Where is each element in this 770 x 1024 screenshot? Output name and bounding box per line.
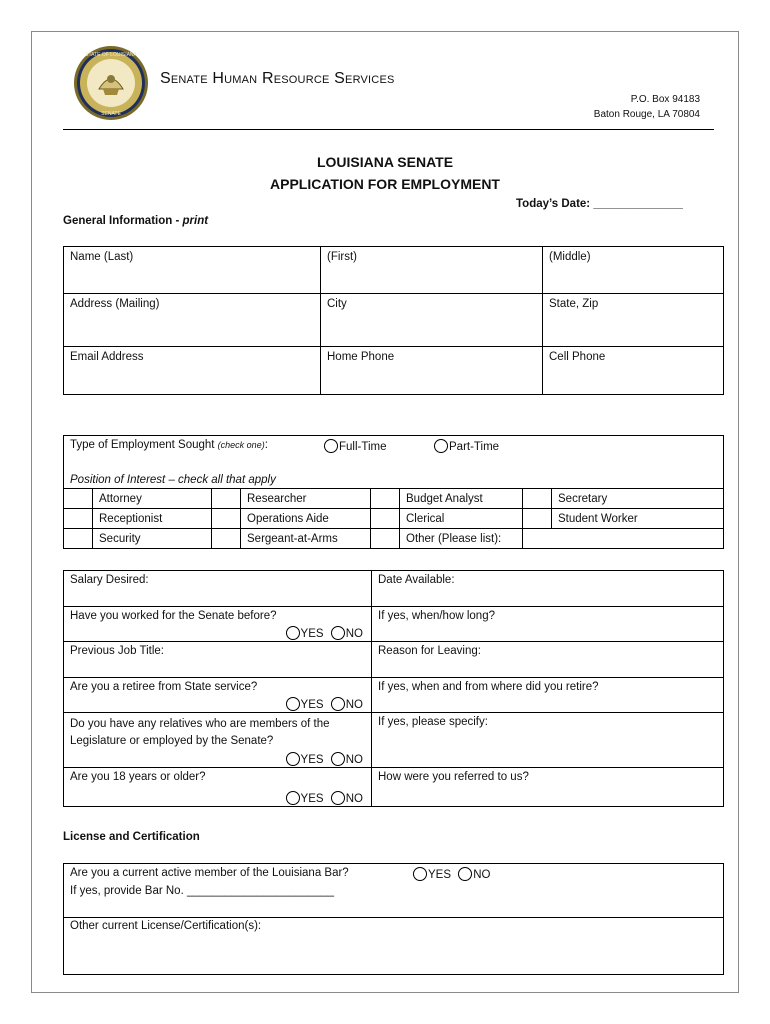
license-box — [63, 863, 724, 975]
bar-member-question: Are you a current active member of the Louisiana Bar? — [70, 867, 349, 879]
employment-type-colon: : — [264, 439, 268, 451]
position-sergeant-at-arms: Sergeant-at-Arms — [241, 529, 371, 549]
address-mailing-field[interactable]: Address (Mailing) — [64, 294, 321, 347]
retiree-yes-radio-icon[interactable] — [286, 697, 300, 711]
clerical-checkbox[interactable] — [371, 509, 400, 529]
title-line-1: LOUISIANA SENATE — [316, 154, 454, 170]
worked-senate-when-field[interactable]: If yes, when/how long? — [372, 607, 724, 642]
attorney-checkbox[interactable] — [64, 489, 93, 509]
no-label: NO — [345, 699, 363, 711]
retiree-question — [64, 678, 372, 713]
worked-senate-yes-radio-icon[interactable] — [286, 626, 300, 640]
position-attorney: Attorney — [93, 489, 212, 509]
yes-label: YES — [300, 628, 324, 640]
position-other: Other (Please list): — [400, 529, 523, 549]
no-label: NO — [345, 628, 363, 640]
employment-type-text: Type of Employment Sought — [70, 439, 218, 451]
name-middle-field[interactable]: (Middle) — [543, 247, 724, 294]
secretary-checkbox[interactable] — [523, 489, 552, 509]
position-clerical: Clerical — [400, 509, 523, 529]
general-info-heading-note: print — [182, 215, 209, 227]
bar-no-radio-icon[interactable] — [458, 867, 472, 881]
agency-name: Senate Human Resource Services — [160, 70, 395, 87]
employment-type-label — [70, 439, 268, 451]
worked-senate-text: Have you worked for the Senate before? — [70, 610, 277, 622]
age-text: Are you 18 years or older? — [70, 771, 206, 783]
age-no-radio-icon[interactable] — [331, 791, 345, 805]
position-security: Security — [93, 529, 212, 549]
position-researcher: Researcher — [241, 489, 371, 509]
cell-phone-field[interactable]: Cell Phone — [543, 347, 724, 395]
position-secretary: Secretary — [552, 489, 724, 509]
email-field[interactable]: Email Address — [64, 347, 321, 395]
home-phone-field[interactable]: Home Phone — [321, 347, 543, 395]
relatives-text: Do you have any relatives who are members of the Legislature or employed by the Senate? — [70, 718, 330, 747]
relatives-specify-field[interactable]: If yes, please specify: — [372, 713, 724, 768]
mailing-address — [594, 92, 700, 122]
receptionist-checkbox[interactable] — [64, 509, 93, 529]
city-field[interactable]: City — [321, 294, 543, 347]
general-info-table — [63, 246, 724, 395]
no-label: NO — [345, 754, 363, 766]
address-line-2: Baton Rouge, LA 70804 — [593, 109, 700, 120]
name-last-field[interactable]: Name (Last) — [64, 247, 321, 294]
bar-number-field[interactable]: If yes, provide Bar No. _______________________ — [70, 885, 335, 897]
relatives-question — [64, 713, 372, 768]
license-heading: License and Certification — [63, 831, 200, 843]
worked-senate-yesno[interactable] — [286, 626, 363, 640]
relatives-yesno[interactable] — [286, 752, 363, 766]
other-license-field[interactable]: Other current License/Certification(s): — [70, 920, 262, 932]
date-available-field[interactable]: Date Available: — [372, 571, 724, 607]
general-info-heading-text: General Information - — [63, 215, 183, 227]
no-label: NO — [473, 869, 491, 881]
relatives-no-radio-icon[interactable] — [331, 752, 345, 766]
license-divider — [63, 917, 724, 918]
part-time-label: Part-Time — [449, 441, 500, 453]
state-zip-field[interactable]: State, Zip — [543, 294, 724, 347]
previous-job-title-field[interactable]: Previous Job Title: — [64, 642, 372, 678]
louisiana-senate-seal-icon — [73, 45, 149, 121]
employment-type-note: (check one) — [217, 440, 265, 450]
budget-analyst-checkbox[interactable] — [371, 489, 400, 509]
retiree-text: Are you a retiree from State service? — [70, 681, 258, 693]
general-info-heading — [63, 215, 208, 227]
yes-label: YES — [300, 754, 324, 766]
svg-text:STATE OF LOUISIANA: STATE OF LOUISIANA — [85, 52, 137, 58]
reason-for-leaving-field[interactable]: Reason for Leaving: — [372, 642, 724, 678]
operations-aide-checkbox[interactable] — [212, 509, 241, 529]
position-operations-aide: Operations Aide — [241, 509, 371, 529]
referral-source-field[interactable]: How were you referred to us? — [372, 768, 724, 807]
address-line-1: P.O. Box 94183 — [630, 94, 700, 105]
employment-history-table — [63, 570, 724, 807]
other-checkbox[interactable] — [371, 529, 400, 549]
student-worker-checkbox[interactable] — [523, 509, 552, 529]
retiree-details-field[interactable]: If yes, when and from where did you retire? — [372, 678, 724, 713]
age-question — [64, 768, 372, 807]
svg-text:SENATE: SENATE — [101, 111, 121, 117]
position-student-worker: Student Worker — [552, 509, 724, 529]
sergeant-at-arms-checkbox[interactable] — [212, 529, 241, 549]
part-time-option[interactable] — [434, 439, 499, 453]
position-interest-label: Position of Interest – check all that apply — [70, 474, 276, 486]
worked-senate-question — [64, 607, 372, 642]
retiree-no-radio-icon[interactable] — [331, 697, 345, 711]
other-position-input[interactable] — [523, 529, 724, 549]
position-receptionist: Receptionist — [93, 509, 212, 529]
header-divider — [63, 129, 714, 130]
worked-senate-no-radio-icon[interactable] — [331, 626, 345, 640]
age-yesno[interactable] — [286, 791, 363, 805]
bar-yes-radio-icon[interactable] — [413, 867, 427, 881]
no-label: NO — [345, 793, 363, 805]
part-time-radio-icon[interactable] — [434, 439, 448, 453]
yes-label: YES — [300, 793, 324, 805]
relatives-yes-radio-icon[interactable] — [286, 752, 300, 766]
security-checkbox[interactable] — [64, 529, 93, 549]
positions-table — [63, 488, 724, 549]
title-line-2: APPLICATION FOR EMPLOYMENT — [270, 176, 500, 192]
position-budget-analyst: Budget Analyst — [400, 489, 523, 509]
bar-member-yesno[interactable] — [413, 867, 490, 881]
full-time-option[interactable] — [324, 439, 387, 453]
full-time-label: Full-Time — [339, 441, 387, 453]
name-first-field[interactable]: (First) — [321, 247, 543, 294]
researcher-checkbox[interactable] — [212, 489, 241, 509]
todays-date-field[interactable]: Today’s Date: ______________ — [516, 198, 683, 210]
yes-label: YES — [300, 699, 324, 711]
retiree-yesno[interactable] — [286, 697, 363, 711]
age-yes-radio-icon[interactable] — [286, 791, 300, 805]
salary-desired-field[interactable]: Salary Desired: — [64, 571, 372, 607]
yes-label: YES — [428, 869, 452, 881]
full-time-radio-icon[interactable] — [324, 439, 338, 453]
